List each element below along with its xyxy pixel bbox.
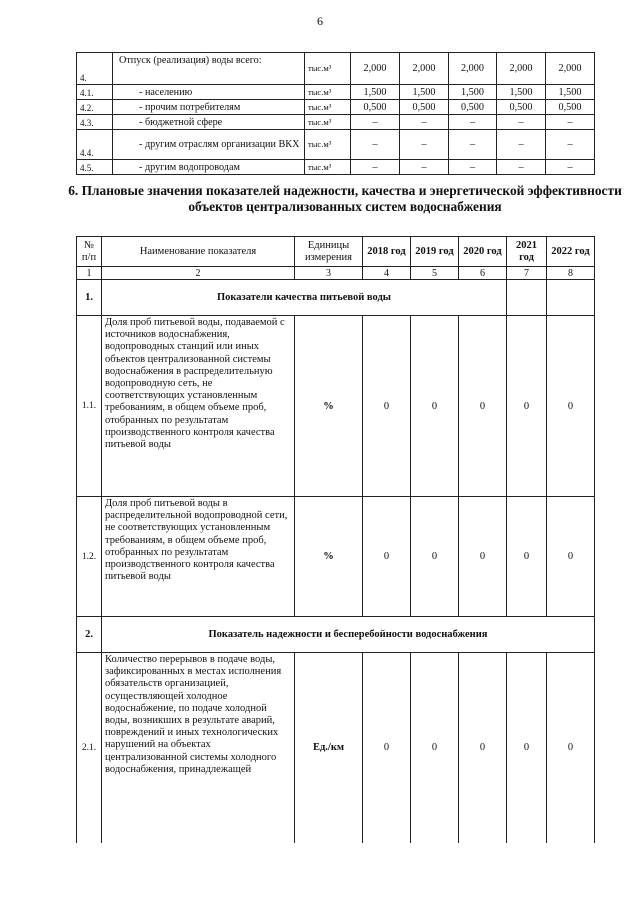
value-cell: 0 xyxy=(363,316,411,497)
value-cell: – xyxy=(497,160,546,175)
column-number: 6 xyxy=(459,267,507,280)
section-title: 6. Плановые значения показателей надежности, качества и энергетической эффективности объектов централизованных систем водоснабжения xyxy=(68,183,622,214)
unit-cell: Ед./км xyxy=(295,653,363,843)
water-release-table xyxy=(76,52,595,175)
value-cell: 0 xyxy=(411,316,459,497)
value-cell: 1,500 xyxy=(546,85,595,100)
value-cell: 1,500 xyxy=(449,85,497,100)
row-number: 4.2. xyxy=(77,100,113,115)
value-cell: 2,000 xyxy=(449,53,497,85)
empty-cell xyxy=(547,280,595,316)
empty-cell xyxy=(507,280,547,316)
page-number: 6 xyxy=(317,14,323,28)
indicators-table xyxy=(76,236,595,843)
value-cell: – xyxy=(400,115,449,130)
value-cell: – xyxy=(400,160,449,175)
table-row xyxy=(77,53,595,85)
value-cell: 0,500 xyxy=(546,100,595,115)
row-number: 1.1. xyxy=(77,316,102,497)
value-cell: – xyxy=(400,130,449,160)
column-number: 4 xyxy=(363,267,411,280)
value-cell: – xyxy=(351,160,400,175)
value-cell: 0 xyxy=(363,497,411,617)
row-number: 4.1. xyxy=(77,85,113,100)
value-cell: 2,000 xyxy=(400,53,449,85)
value-cell: 0 xyxy=(459,653,507,843)
value-cell: 0,500 xyxy=(449,100,497,115)
row-name: - другим водопроводам xyxy=(113,160,305,175)
table-row xyxy=(77,653,595,843)
value-cell: 2,000 xyxy=(351,53,400,85)
value-cell: – xyxy=(449,160,497,175)
header-year: 2019 год xyxy=(411,237,459,267)
header-row xyxy=(77,237,595,267)
row-unit: тыс.м³ xyxy=(305,100,351,115)
value-cell: 0 xyxy=(507,497,547,617)
value-cell: 0 xyxy=(507,316,547,497)
value-cell: – xyxy=(449,130,497,160)
value-cell: 0 xyxy=(411,497,459,617)
column-number: 5 xyxy=(411,267,459,280)
table-row xyxy=(77,115,595,130)
row-unit: тыс.м³ xyxy=(305,53,351,85)
column-number: 2 xyxy=(102,267,295,280)
value-cell: 0,500 xyxy=(400,100,449,115)
table-row xyxy=(77,100,595,115)
value-cell: 0 xyxy=(363,653,411,843)
value-cell: – xyxy=(449,115,497,130)
header-name: Наименование показателя xyxy=(102,237,295,267)
section-number: 2. xyxy=(77,617,102,653)
row-number: 4.3. xyxy=(77,115,113,130)
value-cell: 2,000 xyxy=(546,53,595,85)
row-number: 4. xyxy=(77,53,113,85)
section-heading: Показатель надежности и бесперебойности водоснабжения xyxy=(102,617,595,653)
value-cell: 1,500 xyxy=(351,85,400,100)
row-unit: тыс.м³ xyxy=(305,115,351,130)
row-name: - бюджетной сфере xyxy=(113,115,305,130)
row-name: - другим отраслям организации ВКХ xyxy=(113,130,305,160)
value-cell: 0,500 xyxy=(351,100,400,115)
row-unit: тыс.м³ xyxy=(305,130,351,160)
value-cell: – xyxy=(497,130,546,160)
row-name: Отпуск (реализация) воды всего: xyxy=(113,53,305,85)
column-number-row xyxy=(77,267,595,280)
header-year: 2018 год xyxy=(363,237,411,267)
table-row xyxy=(77,316,595,497)
column-number: 7 xyxy=(507,267,547,280)
unit-cell: % xyxy=(295,497,363,617)
value-cell: 0 xyxy=(547,497,595,617)
value-cell: – xyxy=(546,115,595,130)
indicator-name: Доля проб питьевой воды в распределительной водопроводной сети, не соответствующих установленным требованиям, в общем объеме проб, отобранных по результатам производственного контроля качества питьевой воды xyxy=(102,497,295,617)
section-row xyxy=(77,617,595,653)
value-cell: 0 xyxy=(547,316,595,497)
table-row xyxy=(77,497,595,617)
value-cell: – xyxy=(546,160,595,175)
value-cell: 0 xyxy=(547,653,595,843)
value-cell: – xyxy=(351,130,400,160)
column-number: 1 xyxy=(77,267,102,280)
row-unit: тыс.м³ xyxy=(305,85,351,100)
header-year: 2022 год xyxy=(547,237,595,267)
row-unit: тыс.м³ xyxy=(305,160,351,175)
value-cell: – xyxy=(497,115,546,130)
indicator-name: Доля проб питьевой воды, подаваемой с источников водоснабжения, водопроводных станций или иных объектов централизованной системы водоснабжения в распределительную водопроводную сеть, не соответствующих установленным требованиям, в общем объеме проб, отобранных по результатам производственного контроля качества питьевой воды xyxy=(102,316,295,497)
header-unit: Единицы измерения xyxy=(295,237,363,267)
table-row xyxy=(77,130,595,160)
indicator-name: Количество перерывов в подаче воды, зафиксированных в местах исполнения обязательств организацией, осуществляющей холодное водоснабжение, по подаче холодной воды, возникших в результате аварий, повреждений и иных технологических нарушений на объектах централизованной системы холодного водоснабжения, принадлежащей xyxy=(102,653,295,843)
value-cell: 2,000 xyxy=(497,53,546,85)
value-cell: 0 xyxy=(459,497,507,617)
section-number: 1. xyxy=(77,280,102,316)
section-row xyxy=(77,280,595,316)
value-cell: – xyxy=(351,115,400,130)
section-heading: Показатели качества питьевой воды xyxy=(102,280,507,316)
row-number: 1.2. xyxy=(77,497,102,617)
row-number: 2.1. xyxy=(77,653,102,843)
row-number: 4.5. xyxy=(77,160,113,175)
row-number: 4.4. xyxy=(77,130,113,160)
value-cell: 0 xyxy=(507,653,547,843)
unit-cell: % xyxy=(295,316,363,497)
value-cell: 0 xyxy=(459,316,507,497)
row-name: - населению xyxy=(113,85,305,100)
value-cell: 1,500 xyxy=(400,85,449,100)
column-number: 3 xyxy=(295,267,363,280)
header-num: № п/п xyxy=(77,237,102,267)
value-cell: 0 xyxy=(411,653,459,843)
value-cell: – xyxy=(546,130,595,160)
header-year: 2021 год xyxy=(507,237,547,267)
table-row xyxy=(77,160,595,175)
value-cell: 0,500 xyxy=(497,100,546,115)
table-row xyxy=(77,85,595,100)
column-number: 8 xyxy=(547,267,595,280)
header-year: 2020 год xyxy=(459,237,507,267)
row-name: - прочим потребителям xyxy=(113,100,305,115)
value-cell: 1,500 xyxy=(497,85,546,100)
